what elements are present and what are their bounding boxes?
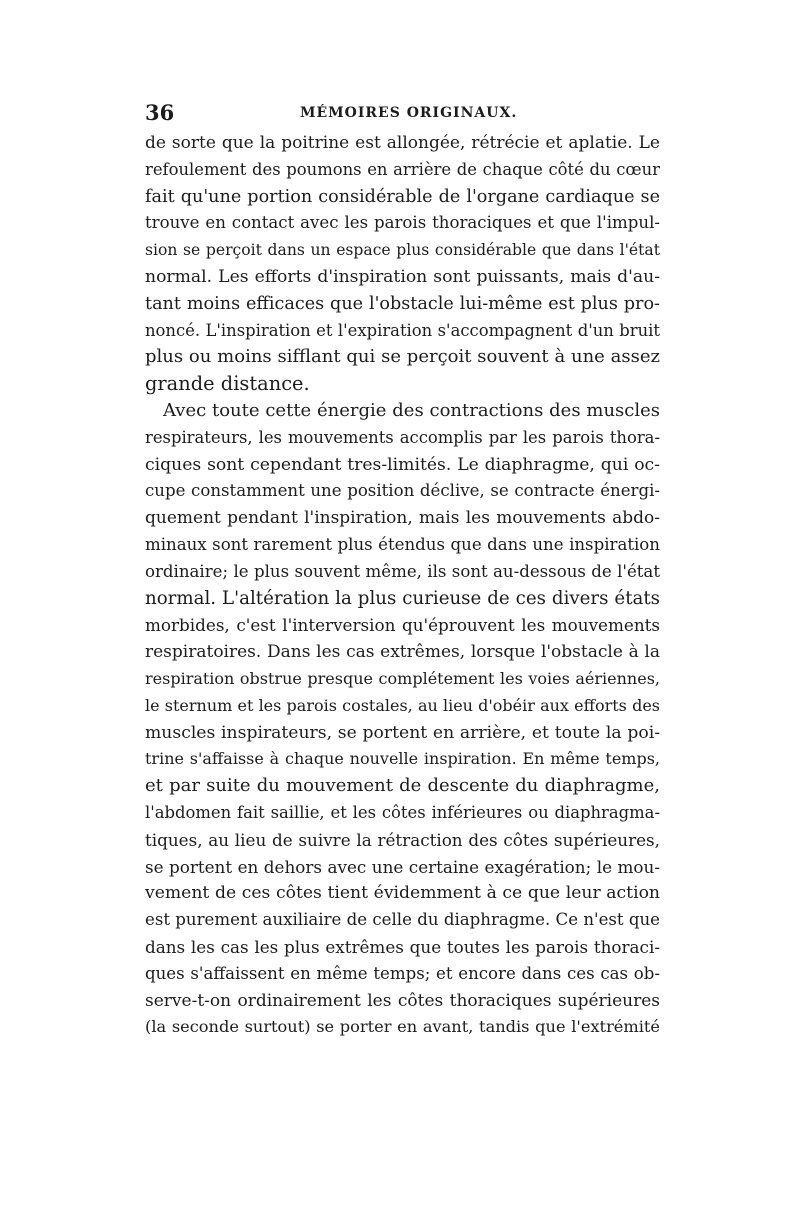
text-line: respirateurs, les mouvements accomplis par les parois thora- — [145, 427, 660, 447]
paragraph-end-line: grande distance. — [145, 372, 310, 396]
text-line: noncé. L'inspiration et l'expiration s'accompagnent d'un bruit — [145, 320, 660, 340]
text-line: ques s'affaissent en même temps; et encore dans ces cas ob- — [145, 963, 660, 983]
text-line: minaux sont rarement plus étendus que dans une inspiration — [145, 534, 660, 554]
text-line: vement de ces côtes tient évidemment à ce que leur action — [145, 883, 660, 904]
text-line: et par suite du mouvement de descente du diaphragme, — [145, 775, 660, 797]
running-title: MÉMOIRES ORIGINAUX. — [300, 105, 518, 121]
text-line: quement pendant l'inspiration, mais les mouvements abdo- — [145, 508, 660, 529]
text-line: muscles inspirateurs, se portent en arrière, et toute la poi- — [145, 722, 660, 743]
text-line: (la seconde surtout) se porter en avant, tandis que l'extrémité — [145, 1017, 660, 1037]
text-line: plus ou moins sifflant qui se perçoit souvent à une assez — [145, 346, 660, 368]
text-line: serve-t-on ordinairement les côtes thoraciques supérieures — [145, 990, 660, 1011]
body-text — [145, 130, 660, 1041]
text-line: respiration obstrue presque complétement les voies aériennes, — [145, 668, 660, 688]
text-line: cupe constamment une position déclive, se contracte énergi- — [145, 481, 660, 501]
text-line: tant moins efficaces que l'obstacle lui-même est plus pro- — [145, 293, 660, 314]
running-head — [145, 98, 660, 128]
text-line: refoulement des poumons en arrière de chaque côté du cœur — [145, 159, 660, 179]
text-line: l'abdomen fait saillie, et les côtes inférieures ou diaphragma- — [145, 802, 660, 822]
text-line: est purement auxiliaire de celle du diaphragme. Ce n'est que — [145, 910, 660, 930]
text-line: tiques, au lieu de suivre la rétraction des côtes supérieures, — [145, 829, 660, 850]
text-line: de sorte que la poitrine est allongée, rétrécie et aplatie. Le — [145, 133, 660, 153]
text-line: fait qu'une portion considérable de l'organe cardiaque se — [145, 186, 660, 207]
text-line: normal. Les efforts d'inspiration sont puissants, mais d'au- — [145, 266, 660, 287]
page-number: 36 — [145, 100, 175, 125]
text-line: le sternum et les parois costales, au lieu d'obéir aux efforts des — [145, 695, 660, 715]
text-line: trouve en contact avec les parois thoraciques et que l'impul- — [145, 213, 660, 233]
text-line: respiratoires. Dans les cas extrêmes, lorsque l'obstacle à la — [145, 642, 660, 663]
text-line: dans les cas les plus extrêmes que toutes les parois thoraci- — [145, 936, 660, 957]
text-line: trine s'affaisse à chaque nouvelle inspiration. En même temps, — [145, 749, 660, 769]
text-line: ciques sont cependant tres-limités. Le diaphragme, qui oc- — [145, 454, 660, 475]
text-line: sion se perçoit dans un espace plus considérable que dans l'état — [145, 241, 660, 260]
text-line: se portent en dehors avec une certaine exagération; le mou- — [145, 856, 660, 877]
paragraph-start-line: Avec toute cette énergie des contractions des muscles — [163, 399, 660, 421]
text-line: normal. L'altération la plus curieuse de ces divers états — [145, 587, 660, 609]
text-line: ordinaire; le plus souvent même, ils sont au-dessous de l'état — [145, 561, 660, 581]
text-line: morbides, c'est l'interversion qu'éprouvent les mouvements — [145, 615, 660, 636]
